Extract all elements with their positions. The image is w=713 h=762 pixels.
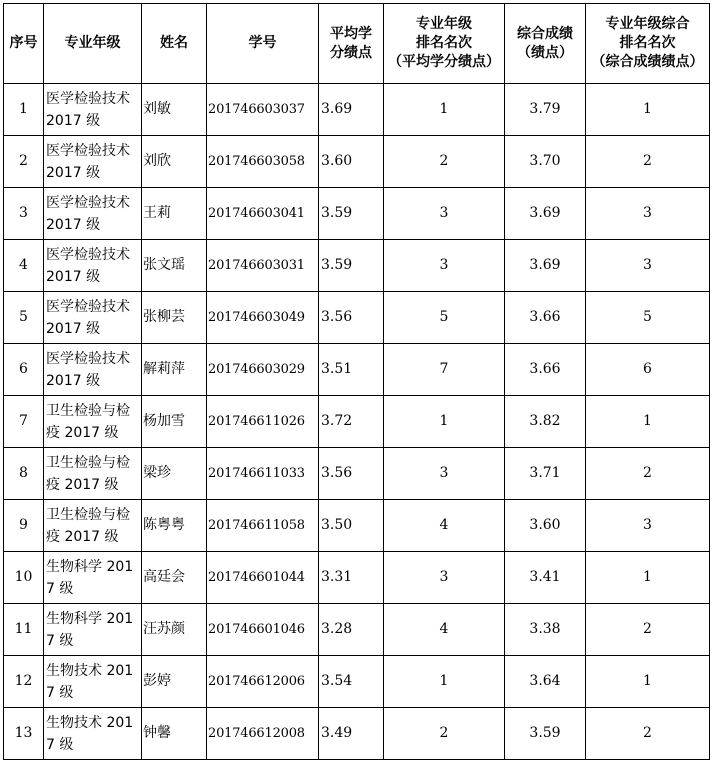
table-row [4, 552, 710, 604]
cell-major: 生物科学 2017 级 [44, 552, 142, 604]
cell-major: 医学检验技术 2017 级 [44, 240, 142, 292]
cell-name: 陈粤粤 [142, 500, 207, 552]
table-row [4, 448, 710, 500]
cell-composite-rank: 2 [586, 448, 710, 500]
cell-gpa-rank: 7 [384, 344, 505, 396]
cell-composite-rank: 2 [586, 604, 710, 656]
cell-composite-rank: 2 [586, 708, 710, 760]
cell-major: 生物技术 2017 级 [44, 656, 142, 708]
cell-composite-rank: 5 [586, 292, 710, 344]
cell-gpa: 3.60 [319, 136, 384, 188]
cell-major: 医学检验技术 2017 级 [44, 344, 142, 396]
cell-seq: 11 [4, 604, 44, 656]
header-gpa-line: 平均学 [330, 25, 372, 42]
cell-composite: 3.60 [505, 500, 586, 552]
cell-major: 医学检验技术 2017 级 [44, 136, 142, 188]
cell-gpa-rank: 5 [384, 292, 505, 344]
cell-gpa-rank: 4 [384, 500, 505, 552]
ranking-table [3, 3, 710, 760]
table-row [4, 136, 710, 188]
cell-composite-rank: 3 [586, 240, 710, 292]
cell-composite: 3.64 [505, 656, 586, 708]
cell-composite: 3.69 [505, 240, 586, 292]
cell-student-id: 201746603029 [207, 344, 319, 396]
header-composite-rank-line: （综合成绩绩点） [591, 54, 704, 70]
cell-composite: 3.66 [505, 292, 586, 344]
cell-student-id: 201746611033 [207, 448, 319, 500]
cell-gpa: 3.54 [319, 656, 384, 708]
cell-composite-rank: 3 [586, 500, 710, 552]
header-gpa [319, 4, 384, 84]
table-row [4, 708, 710, 760]
cell-seq: 8 [4, 448, 44, 500]
table-row [4, 500, 710, 552]
cell-seq: 13 [4, 708, 44, 760]
header-composite-line: 综合成绩 [517, 25, 573, 42]
cell-major: 医学检验技术 2017 级 [44, 292, 142, 344]
cell-seq: 9 [4, 500, 44, 552]
cell-student-id: 201746603031 [207, 240, 319, 292]
table-row [4, 604, 710, 656]
cell-major: 医学检验技术 2017 级 [44, 188, 142, 240]
cell-name: 刘欣 [142, 136, 207, 188]
cell-major: 生物技术 2017 级 [44, 708, 142, 760]
table-row [4, 188, 710, 240]
table-body [4, 84, 710, 760]
cell-gpa: 3.49 [319, 708, 384, 760]
header-student-id: 学号 [207, 4, 319, 84]
cell-gpa-rank: 2 [384, 708, 505, 760]
cell-gpa: 3.59 [319, 240, 384, 292]
cell-name: 张柳芸 [142, 292, 207, 344]
cell-gpa-rank: 3 [384, 188, 505, 240]
cell-student-id: 201746603041 [207, 188, 319, 240]
cell-composite: 3.66 [505, 344, 586, 396]
cell-student-id: 201746612006 [207, 656, 319, 708]
cell-name: 高廷会 [142, 552, 207, 604]
cell-name: 刘敏 [142, 84, 207, 136]
cell-name: 钟馨 [142, 708, 207, 760]
cell-composite: 3.69 [505, 188, 586, 240]
cell-gpa: 3.28 [319, 604, 384, 656]
cell-gpa: 3.69 [319, 84, 384, 136]
cell-major: 医学检验技术 2017 级 [44, 84, 142, 136]
cell-seq: 4 [4, 240, 44, 292]
cell-major: 生物科学 2017 级 [44, 604, 142, 656]
cell-seq: 1 [4, 84, 44, 136]
cell-composite-rank: 1 [586, 84, 710, 136]
cell-gpa-rank: 3 [384, 448, 505, 500]
cell-name: 解莉萍 [142, 344, 207, 396]
header-row [4, 4, 710, 84]
table-row [4, 344, 710, 396]
cell-composite-rank: 3 [586, 188, 710, 240]
cell-name: 张文瑶 [142, 240, 207, 292]
table-row [4, 84, 710, 136]
header-gpa-rank-line: 专业年级 [416, 16, 472, 32]
cell-gpa: 3.56 [319, 448, 384, 500]
cell-gpa: 3.59 [319, 188, 384, 240]
cell-composite: 3.71 [505, 448, 586, 500]
header-gpa-line: 分绩点 [330, 44, 372, 61]
cell-gpa-rank: 1 [384, 84, 505, 136]
cell-gpa: 3.56 [319, 292, 384, 344]
header-composite-rank [586, 4, 710, 84]
cell-gpa-rank: 4 [384, 604, 505, 656]
cell-composite-rank: 1 [586, 552, 710, 604]
cell-composite: 3.79 [505, 84, 586, 136]
cell-major: 卫生检验与检疫 2017 级 [44, 448, 142, 500]
cell-student-id: 201746611026 [207, 396, 319, 448]
cell-name: 汪苏颜 [142, 604, 207, 656]
cell-name: 彭婷 [142, 656, 207, 708]
cell-seq: 12 [4, 656, 44, 708]
cell-student-id: 201746601044 [207, 552, 319, 604]
cell-gpa: 3.31 [319, 552, 384, 604]
header-composite-rank-line: 排名名次 [619, 35, 676, 51]
cell-student-id: 201746603058 [207, 136, 319, 188]
cell-composite: 3.41 [505, 552, 586, 604]
cell-student-id: 201746603037 [207, 84, 319, 136]
cell-composite-rank: 1 [586, 396, 710, 448]
table-row [4, 396, 710, 448]
cell-student-id: 201746601046 [207, 604, 319, 656]
cell-gpa-rank: 1 [384, 656, 505, 708]
cell-major: 卫生检验与检疫 2017 级 [44, 500, 142, 552]
cell-seq: 2 [4, 136, 44, 188]
cell-gpa: 3.50 [319, 500, 384, 552]
cell-composite: 3.70 [505, 136, 586, 188]
cell-gpa: 3.72 [319, 396, 384, 448]
header-major: 专业年级 [44, 4, 142, 84]
table-row [4, 656, 710, 708]
cell-seq: 3 [4, 188, 44, 240]
cell-name: 王莉 [142, 188, 207, 240]
cell-gpa-rank: 2 [384, 136, 505, 188]
cell-composite: 3.38 [505, 604, 586, 656]
cell-name: 杨加雪 [142, 396, 207, 448]
header-gpa-rank [384, 4, 505, 84]
cell-gpa: 3.51 [319, 344, 384, 396]
cell-composite-rank: 1 [586, 656, 710, 708]
cell-student-id: 201746611058 [207, 500, 319, 552]
cell-name: 梁珍 [142, 448, 207, 500]
cell-major: 卫生检验与检疫 2017 级 [44, 396, 142, 448]
cell-gpa-rank: 1 [384, 396, 505, 448]
cell-seq: 6 [4, 344, 44, 396]
header-composite-rank-line: 专业年级综合 [605, 16, 690, 32]
cell-composite: 3.59 [505, 708, 586, 760]
table-row [4, 240, 710, 292]
header-name: 姓名 [142, 4, 207, 84]
cell-gpa-rank: 3 [384, 552, 505, 604]
cell-composite-rank: 2 [586, 136, 710, 188]
cell-student-id: 201746603049 [207, 292, 319, 344]
cell-seq: 10 [4, 552, 44, 604]
cell-composite: 3.82 [505, 396, 586, 448]
header-gpa-rank-line: （平均学分绩点） [388, 54, 500, 70]
table-row [4, 292, 710, 344]
header-composite [505, 4, 586, 84]
cell-gpa-rank: 3 [384, 240, 505, 292]
cell-composite-rank: 6 [586, 344, 710, 396]
header-gpa-rank-line: 排名名次 [416, 35, 472, 51]
header-composite-line: （绩点） [517, 44, 573, 61]
header-seq: 序号 [4, 4, 44, 84]
cell-seq: 5 [4, 292, 44, 344]
cell-seq: 7 [4, 396, 44, 448]
cell-student-id: 201746612008 [207, 708, 319, 760]
